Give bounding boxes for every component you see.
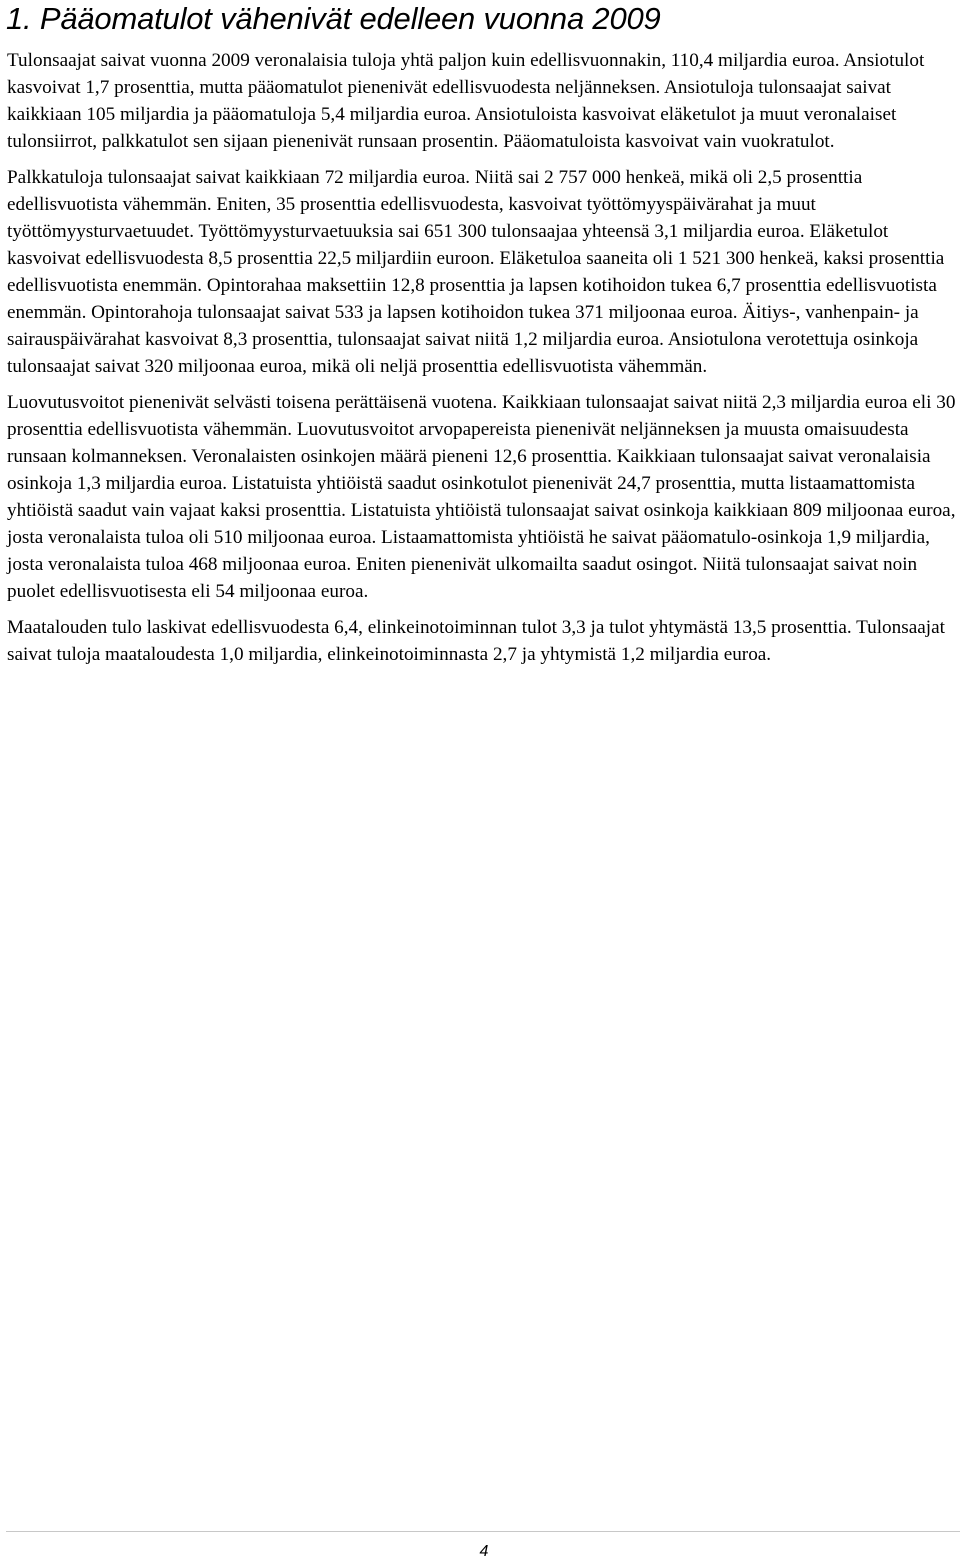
paragraph-wage-income: Palkkatuloja tulonsaajat saivat kaikkiaan 72 miljardia euroa. Niitä sai 2 757 000 henkeä, mikä oli 2,5 prosenttia edellisvuotista vähemmän. Eniten, 35 prosenttia edellisvuodesta, kasvoivat työttömyyspäivärahat ja muut työttömyysturvaetuudet. Työttömyysturvaetuuksia sai 651 300 tulonsaajaa yhteensä 3,1 miljardia euroa. Eläketulot kasvoivat edellisvuodesta 8,5 prosenttia 22,5 miljardiin euroon. Eläketuloa saaneita oli 1 521 300 henkeä, kaksi prosenttia edellisvuotista enemmän. Opintorahaa maksettiin 12,8 prosenttia ja lapsen kotihoidon tukea 6,7 prosenttia edellisvuotista enemmän. Opintorahoja tulonsaajat saivat 533 ja lapsen kotihoidon tukea 371 miljoonaa euroa. Äitiys-, vanhenpain- ja sairauspäivärahat kasvoivat 8,3 prosenttia, tulonsaajat saivat niitä 1,2 miljardia euroa. Ansiotulona verotettuja osinkoja tulonsaajat saivat 320 miljoonaa euroa, mikä oli neljä prosenttia edellisvuotista vähemmän. [7,167,945,377]
paragraph-capital-gains: Luovutusvoitot pienenivät selvästi toisena perättäisenä vuotena. Kaikkiaan tulonsaajat saivat niitä 2,3 miljardia euroa eli 30 prosenttia edellisvuotista vähemmän. Luovutusvoitot arvopapereista pienenivät neljänneksen ja muusta omaisuudesta runsaan kolmanneksen. Veronalaisten osinkojen määrä pieneni 12,6 prosenttia. Kaikkiaan tulonsaajat saivat veronalaisia osinkoja 1,3 miljardia euroa. Listatuista yhtiöistä saadut osinkotulot pienenivät 24,7 prosenttia, mutta listaamattomista yhtiöistä saadut vain vajaat kaksi prosenttia. Listatuista yhtiöistä tulonsaajat saivat osinkoja kaikkiaan 809 miljoonaa euroa, josta veronalaista tuloa oli 510 miljoonaa euroa. Listaamattomista yhtiöistä he saivat pääomatulo-osinkoja 1,9 miljardia, josta veronalaista tuloa 468 miljoonaa euroa. Eniten pienenivät ulkomailta saadut osingot. Niitä tulonsaajat saivat noin puolet edellisvuotisesta eli 54 miljoonaa euroa. [7,392,956,602]
page-number: 4 [479,1543,489,1560]
body-text [7,47,959,677]
paragraph-income-overview: Tulonsaajat saivat vuonna 2009 veronalaisia tuloja yhtä paljon kuin edellisvuonnakin, 110,4 miljardia euroa. Ansiotulot kasvoivat 1,7 prosenttia, mutta pääomatulot pienenivät edellisvuodesta neljänneksen. Ansiotuloja tulonsaajat saivat kaikkiaan 105 miljardia ja pääomatuloja 5,4 miljardia euroa. Ansiotuloista kasvoivat eläketulot ja muut veronalaiset tulonsiirrot, palkkatulot sen sijaan pienenivät runsaan prosentin. Pääomatuloista kasvoivat vain vuokratulot. [7,50,925,152]
section-heading: 1. Pääomatulot vähenivät edelleen vuonna 2009 [6,1,661,36]
footer-divider [6,1531,960,1532]
paragraph-agriculture-income: Maatalouden tulo laskivat edellisvuodesta 6,4, elinkeinotoiminnan tulot 3,3 ja tulot yhtymästä 13,5 prosenttia. Tulonsaajat saivat tuloja maataloudesta 1,0 miljardia, elinkeinotoiminnasta 2,7 ja yhtymistä 1,2 miljardia euroa. [7,617,945,665]
